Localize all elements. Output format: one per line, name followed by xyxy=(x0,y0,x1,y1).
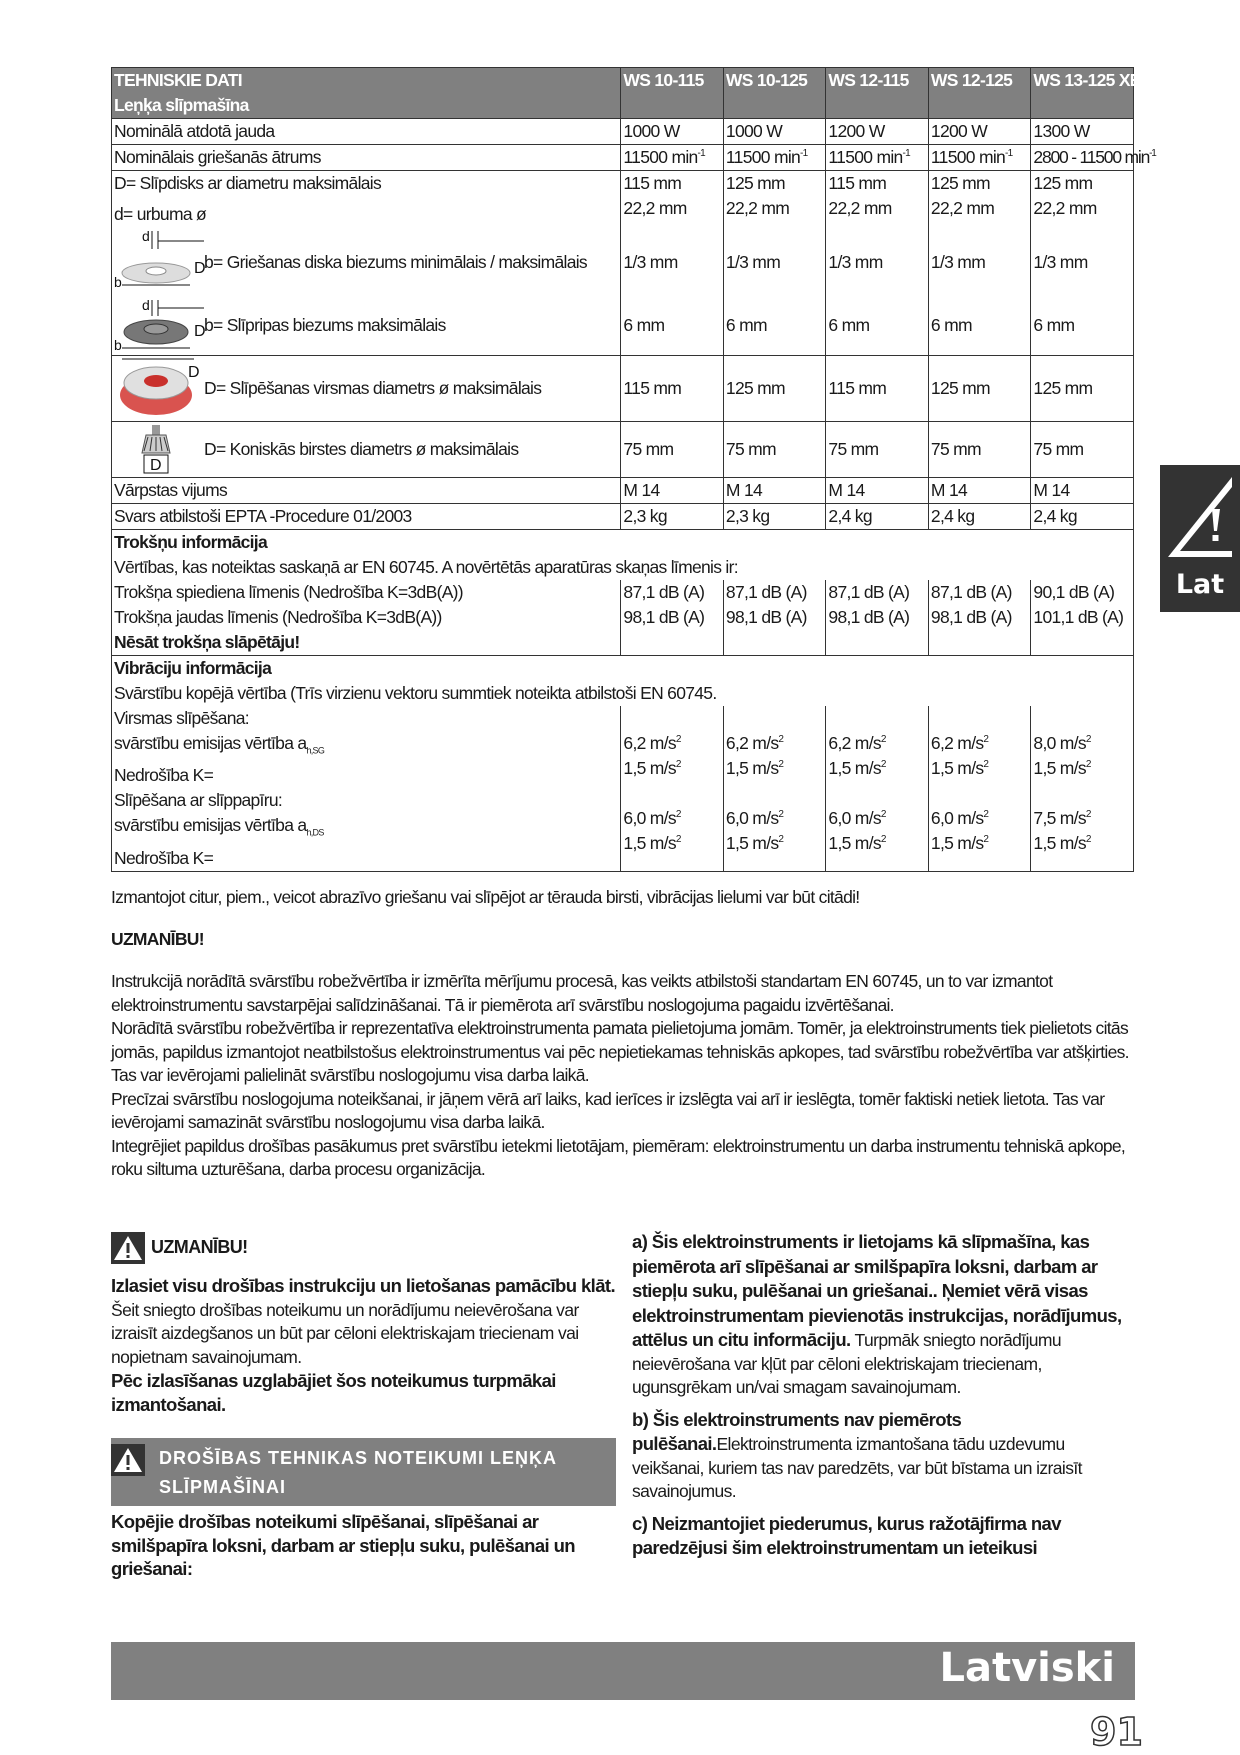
table-row: d D b b= Slīpripas biezums maksimālais 6 mm 6 mm 6 mm 6 mm 6 mm xyxy=(112,297,1134,355)
table-row: D D= Koniskās birstes diametrs ø maksimālais 75 mm 75 mm 75 mm 75 mm 75 mm xyxy=(112,421,1134,477)
svg-text:b: b xyxy=(114,274,122,290)
table-row: d D b b= Griešanas diska biezums minimālais / maksimālais 1/3 mm 1/3 mm 1/3 mm 1/3 mm 1/3 mm xyxy=(112,227,1134,297)
svg-text:D: D xyxy=(188,364,199,381)
table-header-row xyxy=(112,68,1134,119)
safety-section-header: DROŠĪBAS TEHNIKAS NOTEIKUMI LEŅĶA SLĪPMAŠĪNAI xyxy=(111,1438,616,1506)
table-row: D D= Slīpēšanas virsmas diametrs ø maksimālais 115 mm 125 mm 115 mm 125 mm 125 mm xyxy=(112,355,1134,421)
sanding-pad-icon xyxy=(114,357,204,419)
noise-section: Trokšņu informācija Vērtības, kas noteiktas saskaņā ar EN 60745. A novērtētās aparatūras skaņas līmenis ir: xyxy=(112,529,1134,580)
warning-icon xyxy=(111,1444,145,1476)
technical-data-table xyxy=(111,67,1156,872)
right-column: a) Šis elektroinstruments ir lietojams kā slīpmašīna, kas piemērota arī slīpēšanai ar smilšpapīra loksni, darbam ar stiepļu suku, pulēšanai un griešanai.. Ņemiet vērā visas elektroinstrumentam pievienotās instrukcijas, norādījumus, attēlus un citu informāciju. Turpmāk sniegto norādījumu neievērošana var kļūt par cēloni elektriskajam triecienam, ugunsgrēkam un/vai smagam savainojumam. b) Šis elektroinstruments nav piemērots pulēšanai.Elektroinstrumenta izmantošana tādu uzdevumu veikšanai, kuriem tas nav paredzēts, var būt bīstama un izraisīt savainojumus. c) Neizmantojiet piederumus, kurus ražotājfirma nav paredzējusi šim elektroinstrumentam un ieteikusi xyxy=(632,1231,1122,1558)
vibration-note: Izmantojot citur, piem., veicot abrazīvo griešanu vai slīpējot ar tērauda birsti, vibrācijas lielumi var būt citādi! xyxy=(111,887,860,907)
footer-language: Latviski xyxy=(939,1645,1115,1691)
model-header: WS 13-125 XE xyxy=(1031,68,1134,119)
model-header: WS 10-125 xyxy=(723,68,826,119)
table-row: Nominālā atdotā jauda 1000 W 1000 W 1200 W 1200 W 1300 W xyxy=(112,119,1134,145)
side-tab-label: Lat xyxy=(1175,569,1225,600)
table-row: Vārpstas vijums M 14 M 14 M 14 M 14 M 14 xyxy=(112,477,1134,503)
table-row: Trokšņa spiediena līmenis (Nedrošība K=3dB(A)) Trokšņa jaudas līmenis (Nedrošība K=3dB(A)) Nēsāt trokšņa slāpētāju! 87,1 dB (A) 98,1 dB (A) 87,1 dB (A) 98,1 dB (A) 87,1 dB (A) 98,1 dB (A) 87,1 dB (A) 98,1 dB (A) 90,1 dB (A) 101,1 dB (A) xyxy=(112,580,1134,656)
warning-header: UZMANĪBU! xyxy=(111,1232,616,1264)
model-header: WS 10-115 xyxy=(621,68,724,119)
svg-text:b: b xyxy=(114,336,122,353)
page-number: 91 xyxy=(1090,1710,1143,1754)
cutting-disc-icon xyxy=(114,227,204,297)
grinding-disc-icon xyxy=(114,298,204,354)
svg-text:D: D xyxy=(194,322,205,340)
language-side-tab xyxy=(1160,465,1240,612)
svg-text:D: D xyxy=(150,457,161,474)
footer-bar xyxy=(111,1642,1135,1700)
model-header: WS 12-125 xyxy=(928,68,1031,119)
table-row: Virsmas slīpēšana: svārstību emisijas vērtība $a_{h,SG}$ Nedrošība K= Slīpēšana ar slīppapīru: svārstību emisijas vērtība $a_{h,DS}$ Nedrošība K= 6,2 $m/s^2$ 1,5 $m/s^2$ 6,0 $m/s^2$ 1,5 $m/s^2$ 6,2 $m/s^2$ 1,5 $m/s^2$ 6,0 $m/s^2$ 1,5 $m/s^2$ 6,2 $m/s^2$ 1,5 $m/s^2$ 6,0 $m/s^2$ 1,5 $m/s^2$ 6,2 $m/s^2$ 1,5 $m/s^2$ 6,0 $m/s^2$ 1,5 $m/s^2$ 8,0 $m/s^2$ 1,5 $m/s^2$ 7,5 $m/s^2$ 1,5 $m/s^2$ xyxy=(112,706,1134,872)
warning-icon xyxy=(111,1232,145,1264)
table-row: Svars atbilstoši EPTA -Procedure 01/2003 2,3 kg 2,3 kg 2,4 kg 2,4 kg 2,4 kg xyxy=(112,503,1134,529)
table-row: Nominālais griešanās ātrums 11500 $\min^{-1}$ 11500 $\min^{-1}$ 11500 $\min^{-1}$ 11500 $\min^{-1}$ 2800 - 11500 $\min^{-1}$ xyxy=(112,145,1134,171)
vibration-paragraphs: Instrukcijā norādītā svārstību robežvērtība ir izmērīta mērījumu procesā, kas veikts atbilstoši standartam EN 60745, un to var izmantot elektroinstrumentu savstarpējai salīdzināšanai. Tā ir piemērota arī svārstību noslogojuma pagaidu izvērtēšanai. Norādītā svārstību robežvērtība ir reprezentatīva elektroinstrumenta pamata pielietojuma jomām. Tomēr, ja elektroinstruments tiek pielietots citās jomās, papildus izmantojot neatbilstošus elektroinstrumentus vai pēc nepietiekamas tehniskās apkopes, tad svārstību robežvērtība var atšķirties. Tas var ievērojami palielināt svārstību noslogojumu visa darba laikā. Precīzai svārstību noslogojuma noteikšanai, ir jāņem vērā arī laiks, kad ierīces ir izslēgta vai arī ir ieslēgta, tomēr faktiski netiek lietota. Tas var ievērojami samazināt svārstību noslogojumu visa darba laikā. Integrējiet papildus drošības pasākumus pret svārstību ietekmi lietotājam, piemēram: elektroinstrumentu un darba instrumentu tehniskā apkope, roku siltuma uzturēšana, darba procesu organizācija. xyxy=(111,971,1129,1179)
warning-icon xyxy=(1160,465,1240,565)
table-title: TEHNISKIE DATI Leņķa slīpmašīna xyxy=(112,68,621,119)
svg-text:d: d xyxy=(142,228,150,244)
left-column: UZMANĪBU! Izlasiet visu drošības instrukciju un lietošanas pamācību klāt. Šeit sniegto drošības noteikumu un norādījumu neievērošana var izraisīt aizdegšanos un būt par cēloni elektriskajam triecienam vai nopietnam savainojumam. Pēc izlasīšanas uzglabājiet šos noteikumus turpmākai izmantošanai. DROŠĪBAS TEHNIKAS NOTEIKUMI LEŅĶA SLĪPMAŠĪNAI Kopējie drošības noteikumi slīpēšanai, slīpēšanai ar smilšpapīra loksni, darbam ar stiepļu suku, pulēšanai un griešanai: xyxy=(111,1232,616,1581)
model-header: WS 12-115 xyxy=(826,68,929,119)
table-row: D= Slīpdisks ar diametru maksimālais d= urbuma ø 115 mm 22,2 mm 125 mm 22,2 mm 115 mm 22,2 mm 125 mm 22,2 mm 125 mm 22,2 mm xyxy=(112,171,1134,228)
svg-text:D: D xyxy=(194,260,205,277)
svg-text:d: d xyxy=(142,296,150,313)
caution-heading: UZMANĪBU! xyxy=(111,929,204,949)
wire-brush-icon xyxy=(114,423,204,475)
vibration-section: Vibrāciju informācija Svārstību kopējā vērtība (Trīs virzienu vektoru summtiek noteikta atbilstoši EN 60745. xyxy=(112,655,1134,706)
